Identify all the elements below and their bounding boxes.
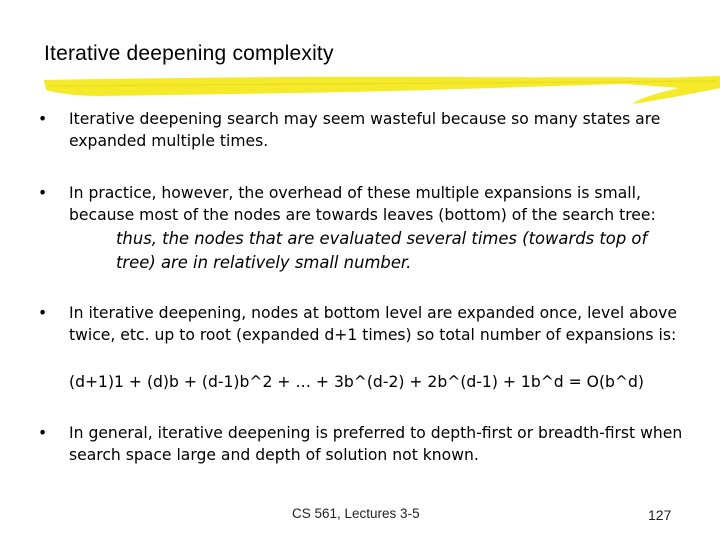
bullet-dot: • (38, 110, 48, 128)
title-underline-brushstroke (40, 70, 720, 110)
page-number: 127 (648, 507, 672, 523)
italic-note: thus, the nodes that are evaluated several times (towards top of tree) are in relatively small number. (116, 229, 648, 272)
bullet-dot: • (38, 304, 48, 322)
bullet-4-text: In general, iterative deepening is preferred to depth-first or breadth-first when search space large and depth of solution not known. (69, 424, 683, 464)
bullet-dot: • (38, 424, 48, 442)
bullet-3-text: In iterative deepening, nodes at bottom level are expanded once, level above twice, etc. up to root (expanded d+1 times) so total number of expansions is: (69, 304, 677, 344)
slide-footer: CS 561, Lectures 3-5 (292, 506, 420, 521)
bullet-dot: • (38, 184, 48, 202)
slide-title: Iterative deepening complexity (44, 42, 334, 65)
bullet-1-text: Iterative deepening search may seem wasteful because so many states are expanded multiple times. (69, 110, 661, 150)
bullet-2-text: In practice, however, the overhead of these multiple expansions is small, because most of the nodes are towards leaves (bottom) of the search tree: (69, 184, 656, 224)
complexity-formula: (d+1)1 + (d)b + (d-1)b^2 + … + 3b^(d-2) + 2b^(d-1) + 1b^d = O(b^d) (69, 373, 644, 391)
